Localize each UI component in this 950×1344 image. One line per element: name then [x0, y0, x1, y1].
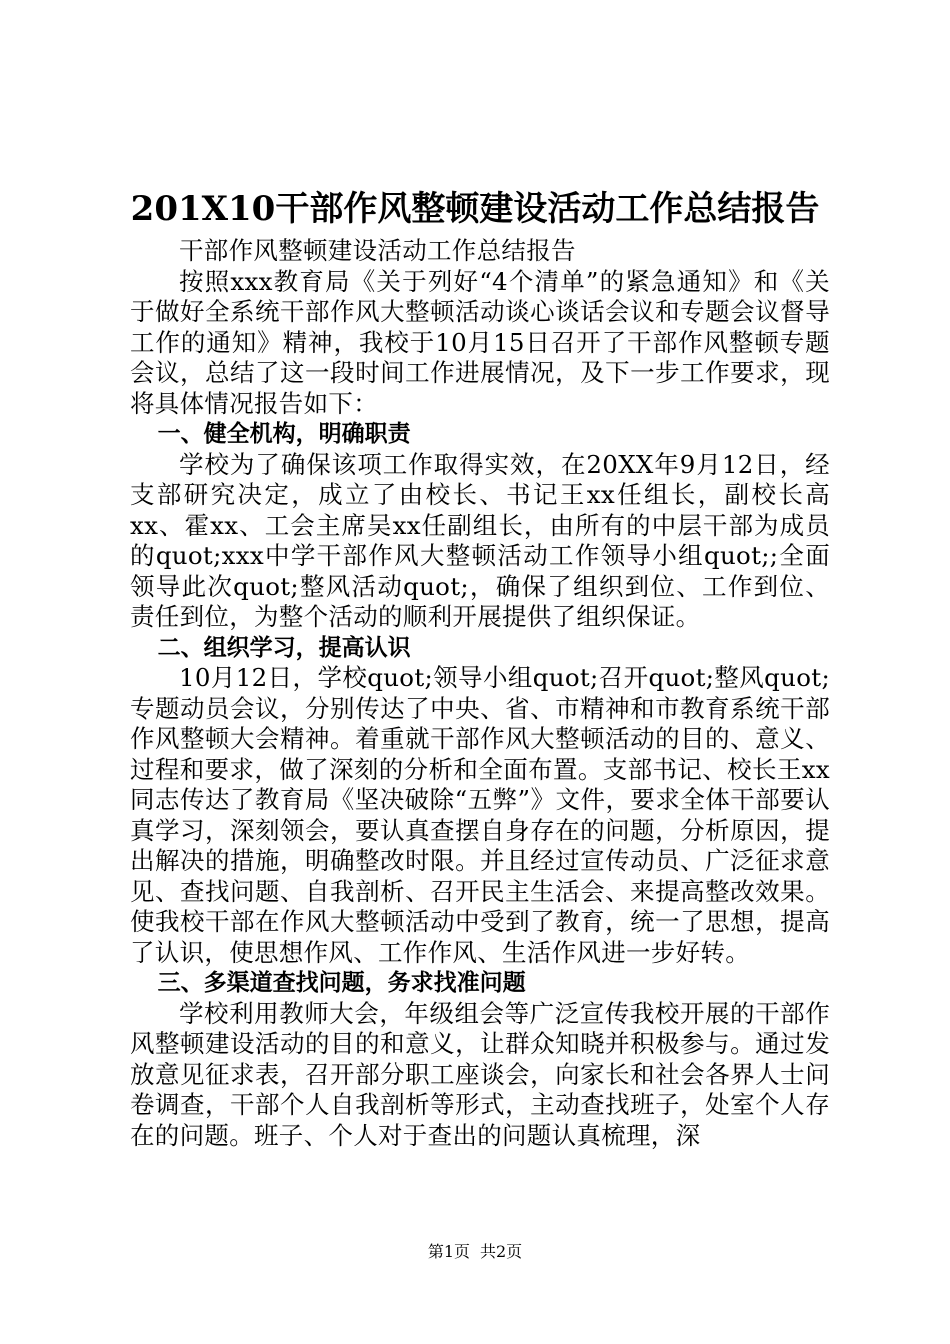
section-heading: 二、组织学习，提高认识 — [157, 634, 411, 661]
body-paragraph: 干部作风整顿建设活动工作总结报告 — [179, 236, 576, 265]
body-paragraph: 学校为了确保该项工作取得实效，在20XX年9月12日，经支部研究决定，成立了由校长、书记王xx任组长，副校长高xx、霍xx、工会主席吴xx任副组长，由所有的中层干部为成员的quot;xxx中学干部作风大整顿活动工作领导小组quot;;全面领导此次quot;整风活动quot;，确保了组织到位、工作到位、责任到位，为整个活动的顺利开展提供了组织保证。 — [130, 449, 830, 631]
document-body — [130, 236, 830, 1151]
section-heading: 三、多渠道查找问题，务求找准问题 — [157, 970, 526, 996]
body-paragraph: 按照xxx教育局《关于列好“4个清单”的紧急通知》和《关于做好全系统干部作风大整顿活动谈心谈话会议和专题会议督导工作的通知》精神，我校于10月15日召开了干部作风整顿专题会议，总结了这一段时间工作进展情况，及下一步工作要求，现将具体情况报告如下： — [130, 266, 830, 418]
body-paragraph: 学校利用教师大会，年级组会等广泛宣传我校开展的干部作风整顿建设活动的目的和意义，让群众知晓并积极参与。通过发放意见征求表，召开部分职工座谈会，向家长和社会各界人士问卷调查，干部个人自我剖析等形式，主动查找班子，处室个人存在的问题。班子、个人对于查出的问题认真梳理，深 — [130, 998, 830, 1150]
document-title: 201X10干部作风整顿建设活动工作总结报告 — [130, 189, 820, 229]
page-number: 第1页 — [427, 1242, 470, 1261]
body-paragraph: 10月12日，学校quot;领导小组quot;召开quot;整风quot;专题动员会议，分别传达了中央、省、市精神和市教育系统干部作风整顿大会精神。着重就干部作风大整顿活动的目的、意义、过程和要求，做了深刻的分析和全面布置。支部书记、校长王xx同志传达了教育局《坚决破除“五弊”》文件，要求全体干部要认真学习，深刻领会，要认真查摆自身存在的问题，分析原因，提出解决的措施，明确整改时限。并且经过宣传动员、广泛征求意见、查找问题、自我剖析、召开民主生活会、来提高整改效果。使我校干部在作风大整顿活动中受到了教育，统一了思想，提高了认识，使思想作风、工作作风、生活作风进一步好转。 — [130, 663, 830, 967]
section-heading: 一、健全机构，明确职责 — [157, 421, 411, 447]
page-total: 共2页 — [480, 1242, 523, 1261]
page-footer — [0, 1242, 950, 1262]
